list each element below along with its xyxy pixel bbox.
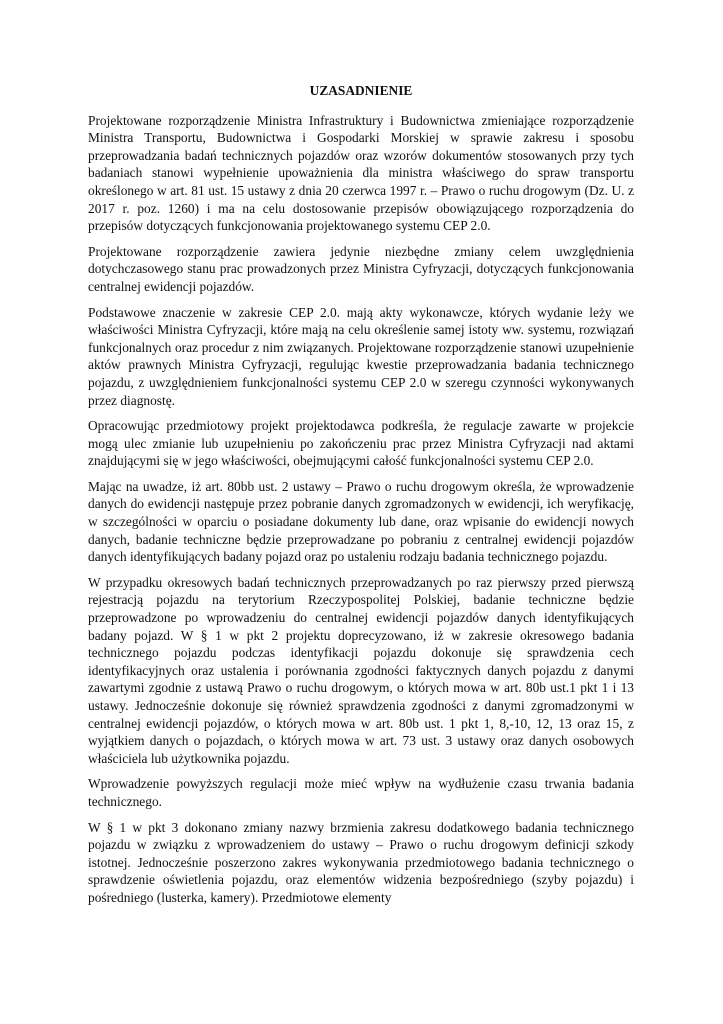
paragraph-7: Wprowadzenie powyższych regulacji może mieć wpływ na wydłużenie czasu trwania badania technicznego. bbox=[88, 776, 634, 809]
paragraph-4: Opracowując przedmiotowy projekt projektodawca podkreśla, że regulacje zawarte w projekcie mogą ulec zmianie lub uzupełnieniu po zakończeniu prac przez Ministra Cyfryzacji nad aktami znajdującymi się w jego właściwości, obejmującymi całość funkcjonalności systemu CEP 2.0. bbox=[88, 418, 634, 469]
document-page bbox=[88, 82, 634, 915]
paragraph-3: Podstawowe znaczenie w zakresie CEP 2.0. mają akty wykonawcze, których wydanie leży we właściwości Ministra Cyfryzacji, które mają na celu określenie samej istoty ww. systemu, rozwiązań funkcjonalnych oraz procedur z nim związanych. Projektowane rozporządzenie stanowi uzupełnienie aktów prawnych Ministra Cyfryzacji, regulując kwestie przeprowadzania badania technicznego pojazdu, z uwzględnieniem funkcjonalności systemu CEP 2.0 w szeregu czynności wykonywanych przez diagnostę. bbox=[88, 304, 634, 408]
paragraph-5: Mając na uwadze, iż art. 80bb ust. 2 ustawy – Prawo o ruchu drogowym określa, że wprowadzenie danych do ewidencji następuje przez pobranie danych zgromadzonych w ewidencji, ich weryfikację, w szczególności w oparciu o posiadane dokumenty lub dane, oraz wpisanie do ewidencji nowych danych, badanie techniczne będzie przeprowadzane po pobraniu z centralnej ewidencji pojazdów danych identyfikujących badany pojazd oraz po ustaleniu rodzaju badania technicznego pojazdu. bbox=[88, 478, 634, 565]
document-title: UZASADNIENIE bbox=[309, 83, 413, 98]
paragraph-8: W § 1 w pkt 3 dokonano zmiany nazwy brzmienia zakresu dodatkowego badania technicznego pojazdu w związku z wprowadzeniem do ustawy – Prawo o ruchu drogowym definicji szkody istotnej. Jednocześnie poszerzono zakres wykonywania przedmiotowego badania technicznego o sprawdzenie oświetlenia pojazdu, oraz elementów widzenia bezpośredniego (szyby pojazdu) i pośredniego (lusterka, kamery). Przedmiotowe elementy bbox=[88, 819, 634, 905]
paragraph-1: Projektowane rozporządzenie Ministra Infrastruktury i Budownictwa zmieniające rozporządzenie Ministra Transportu, Budownictwa i Gospodarki Morskiej w sprawie zakresu i sposobu przeprowadzania badań technicznych pojazdów oraz wzorów dokumentów stosowanych przy tych badaniach stanowi wypełnienie upoważnienia dla ministra właściwego do spraw transportu określonego w art. 81 ust. 15 ustawy z dnia 20 czerwca 1997 r. – Prawo o ruchu drogowym (Dz. U. z 2017 r. poz. 1260) i ma na celu dostosowanie przepisów obowiązującego rozporządzenia do przepisów dotyczących funkcjonowania projektowanego systemu CEP 2.0. bbox=[88, 112, 634, 234]
paragraph-6: W przypadku okresowych badań technicznych przeprowadzanych po raz pierwszy przed pierwszą rejestracją pojazdu na terytorium Rzeczypospolitej Polskiej, badanie techniczne będzie przeprowadzone po wprowadzeniu do centralnej ewidencji pojazdów danych identyfikujących badany pojazd. W § 1 w pkt 2 projektu doprecyzowano, iż w zakresie okresowego badania technicznego pojazdu podczas identyfikacji pojazdu dokonuje się sprawdzenia cech identyfikacyjnych oraz ustalenia i porównania zgodności faktycznych danych pojazdu z danymi zawartymi zgodnie z ustawą Prawo o ruchu drogowym, o których mowa w art. 80b ust.1 pkt 1 i 13 ustawy. Jednocześnie dokonuje się również sprawdzenia zgodności z danymi zgromadzonymi w centralnej ewidencji pojazdów, o których mowa w art. 80b ust. 1 pkt 1, 8,-10, 12, 13 oraz 15, z wyjątkiem danych o pojazdach, o których mowa w art. 73 ust. 3 ustawy oraz danych osobowych właściciela lub użytkownika pojazdu. bbox=[88, 574, 634, 766]
paragraph-2: Projektowane rozporządzenie zawiera jedynie niezbędne zmiany celem uwzględnienia dotychczasowego stanu prac prowadzonych przez Ministra Cyfryzacji, dotyczących funkcjonowania centralnej ewidencji pojazdów. bbox=[88, 243, 634, 294]
